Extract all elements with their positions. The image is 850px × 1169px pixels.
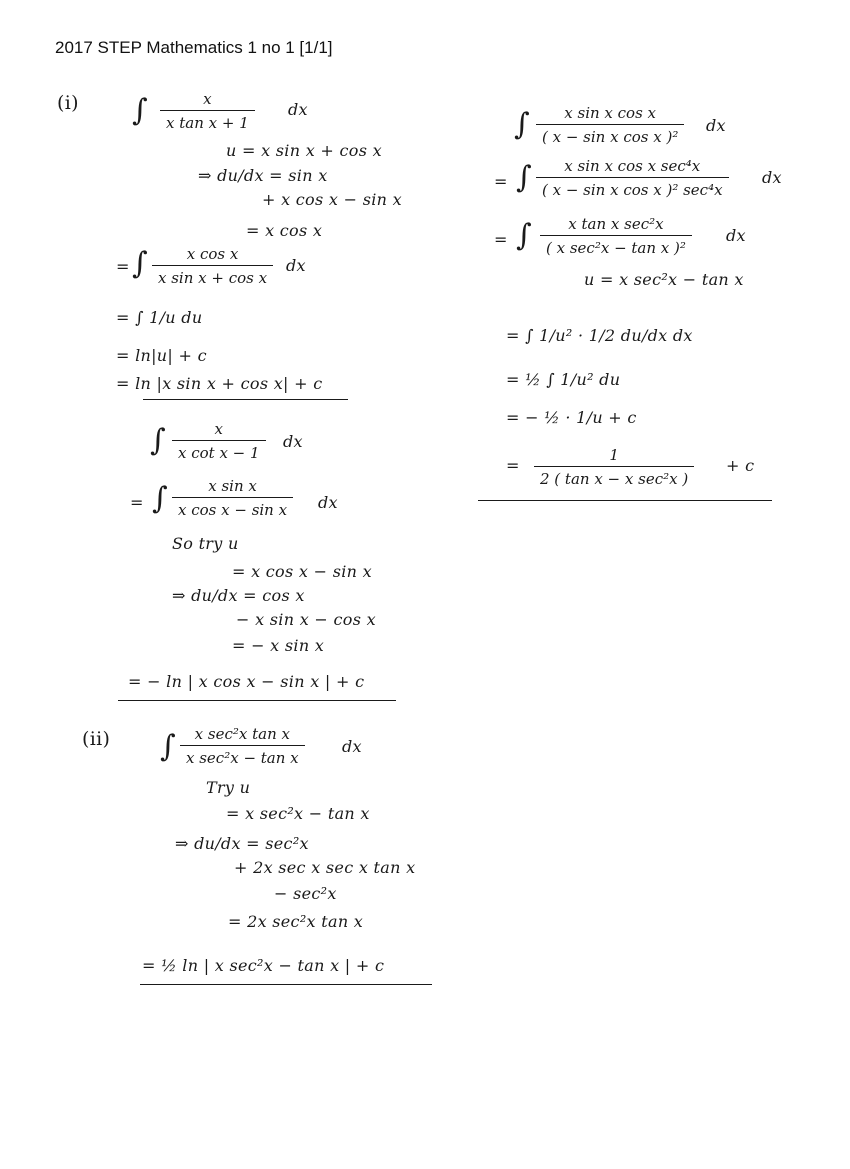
dx: dx — [762, 168, 782, 187]
integral-sign: ∫ — [514, 107, 530, 142]
denominator: x cos x − sin x — [172, 497, 293, 519]
derivative-result: = − x sin x — [232, 636, 325, 655]
denominator: ( x − sin x cos x )² sec⁴x — [536, 177, 729, 199]
fraction-p3-integrand — [180, 725, 305, 767]
answer-underline — [140, 984, 432, 985]
derivative-line: ⇒ du/dx = cos x — [172, 586, 305, 605]
try-substitution: Try u — [206, 778, 251, 797]
dx: dx — [342, 737, 362, 756]
part-ii-answer: = ½ ln | x sec²x − tan x | + c — [142, 956, 385, 975]
dx: dx — [288, 100, 308, 119]
dx: dx — [286, 256, 306, 275]
numerator: x sin x — [208, 477, 257, 495]
u-definition: u = x sec²x − tan x — [584, 270, 744, 289]
derivative-result: = 2x sec²x tan x — [228, 912, 364, 931]
dx: dx — [726, 226, 746, 245]
derivative-continuation: + 2x sec x sec x tan x — [234, 858, 416, 877]
denominator: x sec²x − tan x — [180, 745, 305, 767]
equals-sign: = — [116, 257, 130, 276]
answer-underline — [478, 500, 772, 501]
derivative-line: ⇒ du/dx = sec²x — [175, 834, 309, 853]
numerator: 1 — [609, 446, 619, 464]
equals-sign: = — [494, 172, 508, 191]
working-line: = ∫ 1/u du — [116, 308, 203, 327]
constant: + c — [726, 456, 755, 475]
working-line: = − ½ · 1/u + c — [506, 408, 637, 427]
part-ii-label: (ii) — [82, 728, 111, 750]
page-title: 2017 STEP Mathematics 1 no 1 [1/1] — [55, 38, 333, 57]
integral-sign: ∫ — [516, 160, 532, 195]
u-definition: = x cos x − sin x — [232, 562, 372, 581]
answer-underline — [143, 399, 348, 400]
integral-sign: ∫ — [516, 218, 532, 253]
numerator: x sin x cos x sec⁴x — [564, 157, 701, 175]
part-i-answer-1: = ln |x sin x + cos x| + c — [116, 374, 323, 393]
fraction-r1 — [536, 104, 684, 146]
u-definition: u = x sin x + cos x — [226, 141, 382, 160]
working-line: = ½ ∫ 1/u² du — [506, 370, 621, 389]
equals-sign: = — [494, 230, 508, 249]
denominator: x cot x − 1 — [172, 440, 266, 462]
working-line: = ln|u| + c — [116, 346, 207, 365]
integral-sign: ∫ — [132, 246, 148, 281]
numerator: x tan x sec²x — [568, 215, 664, 233]
numerator: x cos x — [186, 245, 239, 263]
denominator: 2 ( tan x − x sec²x ) — [534, 466, 694, 488]
numerator: x sin x cos x — [564, 104, 657, 122]
integral-sign: ∫ — [152, 481, 168, 516]
derivative-continuation: − sec²x — [274, 884, 337, 903]
dx: dx — [706, 116, 726, 135]
working-line: = ∫ 1/u² · 1/2 du/dx dx — [506, 326, 693, 345]
derivative-continuation: + x cos x − sin x — [262, 190, 402, 209]
integral-sign: ∫ — [150, 423, 166, 458]
answer-underline — [118, 700, 396, 701]
equals-sign: = — [506, 456, 520, 475]
fraction-p1-substituted — [152, 245, 273, 287]
fraction-r7 — [534, 446, 694, 488]
denominator: x sin x + cos x — [152, 265, 273, 287]
equals-sign: = — [130, 493, 144, 512]
numerator: x — [203, 90, 212, 108]
derivative-line: ⇒ du/dx = sin x — [198, 166, 328, 185]
fraction-p1-integrand — [160, 90, 255, 132]
denominator: ( x sec²x − tan x )² — [540, 235, 692, 257]
dx: dx — [318, 493, 338, 512]
dx: dx — [283, 432, 303, 451]
u-definition: = x sec²x − tan x — [226, 804, 370, 823]
integral-sign: ∫ — [160, 729, 176, 764]
try-substitution: So try u — [172, 534, 239, 553]
numerator: x — [214, 420, 224, 438]
part-i-label: (i) — [57, 92, 79, 114]
fraction-r3 — [540, 215, 692, 257]
derivative-result: = x cos x — [246, 221, 323, 240]
part-i-answer-2: = − ln | x cos x − sin x | + c — [128, 672, 365, 691]
derivative-continuation: − x sin x − cos x — [236, 610, 376, 629]
numerator: x sec²x tan x — [194, 725, 290, 743]
fraction-p2-substituted — [172, 477, 293, 519]
fraction-p2-integrand — [172, 420, 266, 462]
fraction-r2 — [536, 157, 729, 199]
integral-sign: ∫ — [132, 93, 148, 128]
denominator: ( x − sin x cos x )² — [536, 124, 684, 146]
denominator: x tan x + 1 — [160, 110, 255, 132]
